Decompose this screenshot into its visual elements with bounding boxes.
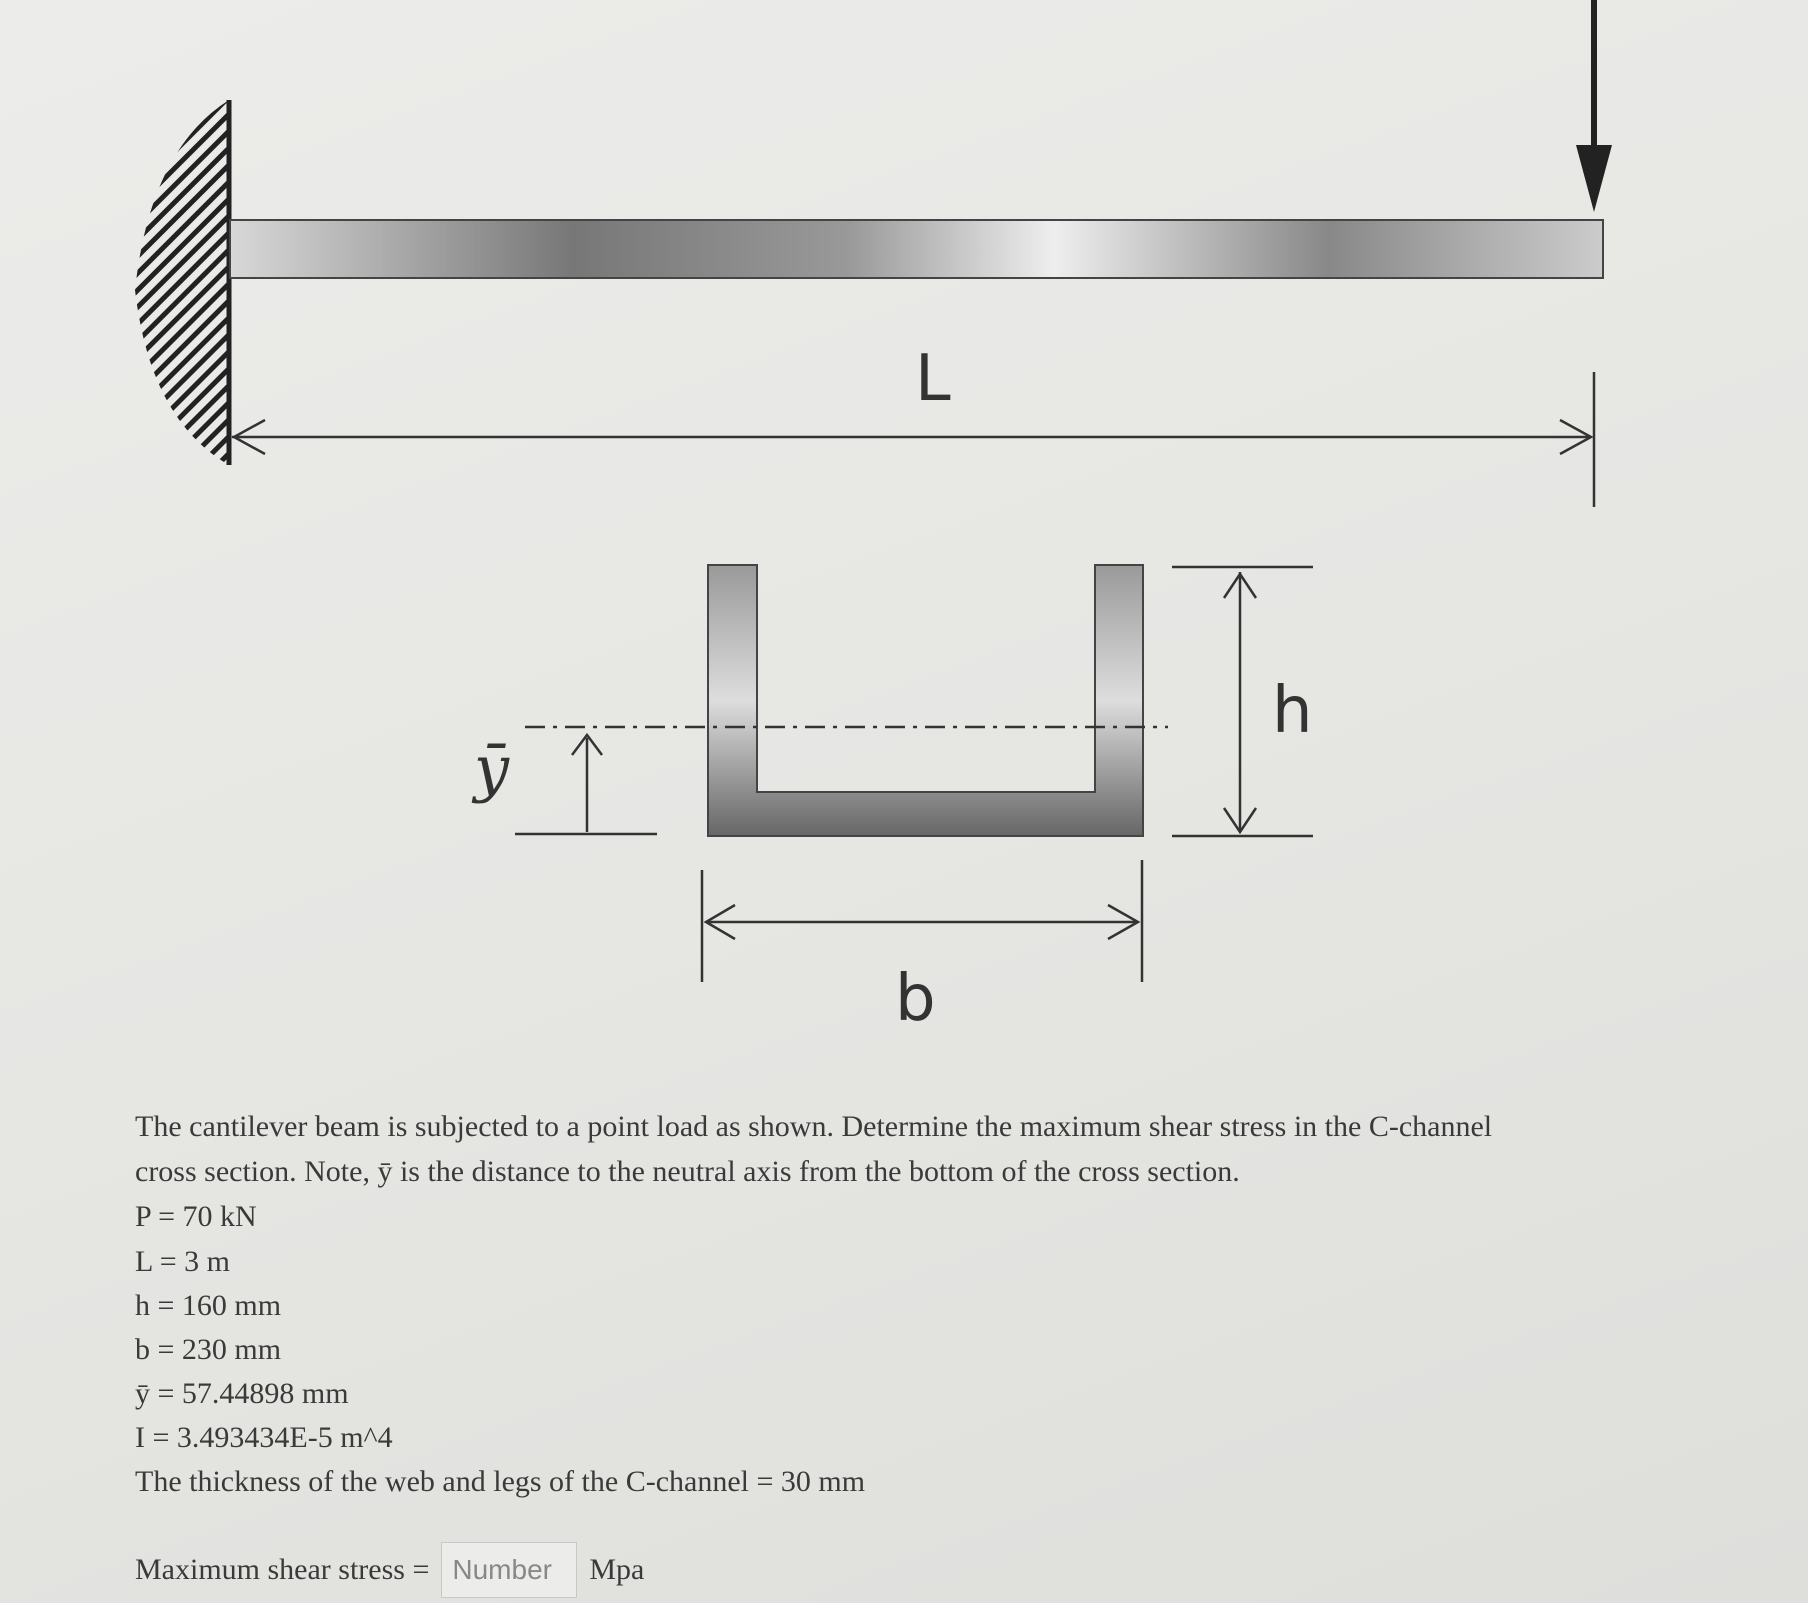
given-moment-of-inertia: I = 3.493434E-5 m^4 [135, 1421, 393, 1454]
given-width: b = 230 mm [135, 1333, 282, 1366]
problem-statement-line-1: The cantilever beam is subjected to a point load as shown. Determine the maximum shear stress in the C-channel [135, 1110, 1493, 1143]
length-label: L [915, 342, 951, 416]
length-dimension [232, 372, 1594, 507]
given-load: P = 70 kN [135, 1200, 257, 1233]
answer-unit: Mpa [589, 1553, 645, 1586]
problem-statement-line-2: cross section. Note, ȳ is the distance to the neutral axis from the bottom of the cross section. [135, 1155, 1240, 1188]
centroid-label: ȳ [474, 732, 510, 805]
given-height: h = 160 mm [135, 1289, 282, 1322]
fixed-support [135, 100, 229, 465]
given-centroid: ȳ = 57.44898 mm [135, 1377, 349, 1410]
c-channel-section [708, 565, 1143, 836]
width-label: b [895, 962, 936, 1036]
answer-label: Maximum shear stress = [135, 1553, 430, 1586]
given-thickness: The thickness of the web and legs of the C-channel = 30 mm [135, 1465, 866, 1498]
centroid-dimension [515, 735, 657, 834]
height-label: h [1272, 674, 1313, 748]
answer-row [135, 1542, 644, 1598]
beam [230, 220, 1603, 278]
shear-stress-input[interactable] [441, 1542, 577, 1598]
point-load-arrow [1576, 0, 1612, 212]
given-length: L = 3 m [135, 1245, 230, 1278]
